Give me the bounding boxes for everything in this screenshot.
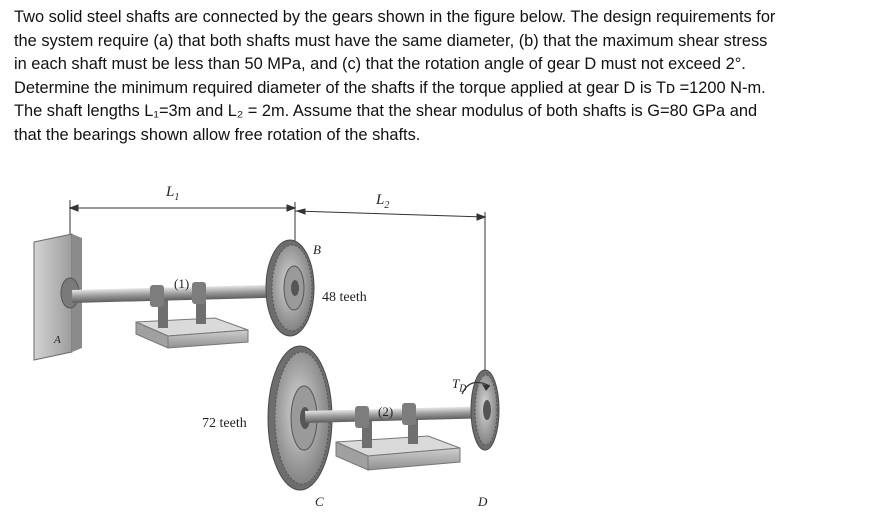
- gear-b: [266, 240, 314, 336]
- problem-line-5: The shaft lengths L₁=3m and L₂ = 2m. Assume that the shear modulus of both shafts is G=80 GPa and: [14, 102, 758, 121]
- label-gear-d: D: [478, 494, 488, 509]
- problem-line-6: that the bearings shown allow free rotation of the shafts.: [14, 125, 421, 144]
- label-gear-c-teeth: 72 teeth: [202, 416, 247, 431]
- problem-line-4: Determine the minimum required diameter of the shafts if the torque applied at gear D is Tᴅ =1200 N-m.: [14, 78, 766, 97]
- arrowhead-l1-left: [70, 205, 78, 211]
- label-gear-c: C: [315, 494, 324, 509]
- dimension-l2-line: [295, 211, 485, 217]
- figure-drawing: [0, 180, 894, 526]
- arrowhead-l2-left: [297, 209, 305, 214]
- gear-shaft-figure: [0, 180, 894, 526]
- label-gear-b: B: [313, 242, 321, 257]
- label-l1: $L_1$: [166, 184, 180, 203]
- arrowhead-l1-right: [287, 205, 295, 211]
- label-shaft-1: (1): [174, 276, 190, 291]
- problem-statement: [14, 6, 882, 148]
- problem-line-2: the system require (a) that both shafts must have the same diameter, (b) that the maximum shear stress: [14, 31, 768, 50]
- label-l2: $L_2$: [376, 192, 390, 211]
- label-gear-b-teeth: 48 teeth: [322, 290, 367, 305]
- problem-line-3: in each shaft must be less than 50 MPa, and (c) that the rotation angle of gear D must not exceed 2°.: [14, 55, 746, 74]
- label-shaft-2: (2): [378, 404, 394, 419]
- label-wall-a: A: [54, 334, 61, 346]
- arrowhead-l2-right: [477, 214, 485, 220]
- label-torque-td: $T_D$: [452, 376, 467, 395]
- problem-line-1: Two solid steel shafts are connected by the gears shown in the figure below. The design requirements for: [14, 8, 776, 26]
